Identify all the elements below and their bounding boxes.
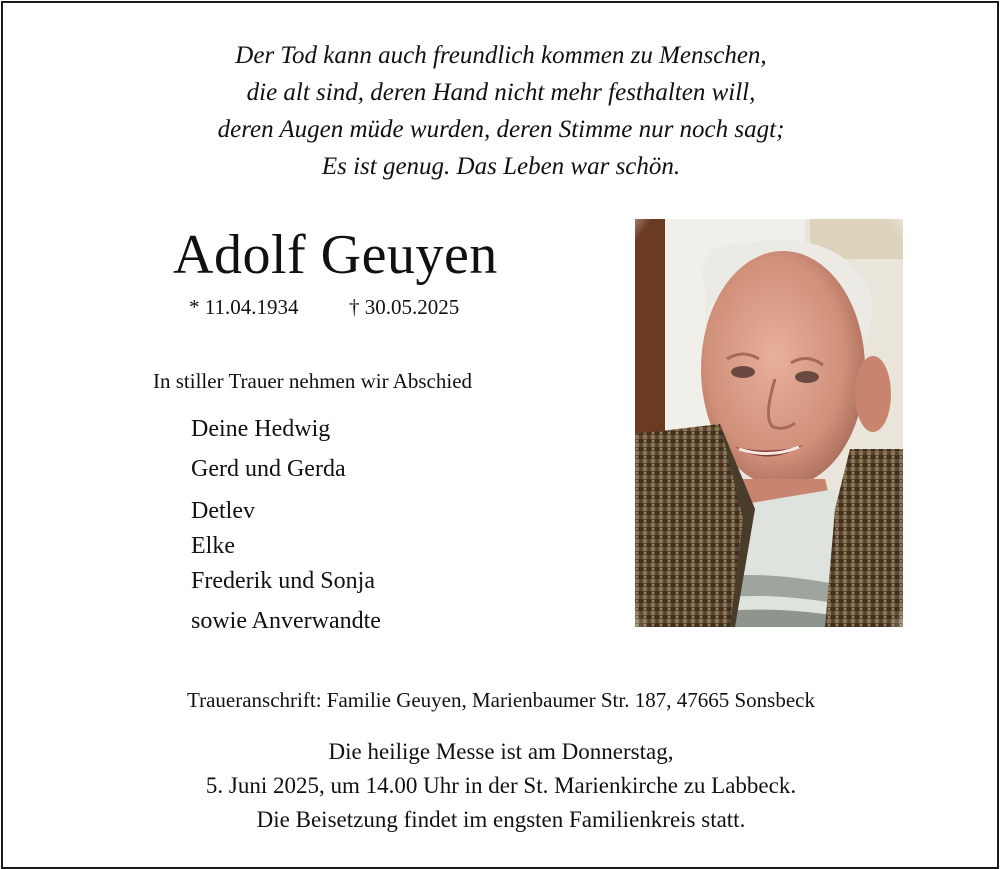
birth-date: * 11.04.1934 — [189, 295, 299, 319]
poem-line: Der Tod kann auch freundlich kommen zu Menschen, — [235, 42, 767, 69]
poem-line: deren Augen müde wurden, deren Stimme nur noch sagt; — [217, 116, 785, 143]
obituary-card — [1, 1, 999, 869]
poem — [3, 37, 999, 185]
mass-info — [3, 735, 999, 803]
deceased-name: Adolf Geuyen — [173, 224, 498, 286]
family-member: Detlev — [191, 498, 255, 524]
poem-line: Es ist genug. Das Leben war schön. — [321, 153, 681, 180]
family-member: sowie Anverwandte — [191, 608, 381, 634]
mourning-address: Traueranschrift: Familie Geuyen, Marienbaumer Str. 187, 47665 Sonsbeck — [187, 688, 815, 712]
mass-line: Die heilige Messe ist am Donnerstag, — [328, 739, 674, 764]
family-member: Elke — [191, 533, 235, 559]
family-member: Frederik und Sonja — [191, 568, 375, 594]
portrait-photo — [635, 219, 903, 627]
poem-line: die alt sind, deren Hand nicht mehr festhalten will, — [246, 79, 756, 106]
family-member: Gerd und Gerda — [191, 456, 346, 482]
burial-info: Die Beisetzung findet im engsten Familienkreis statt. — [256, 807, 746, 832]
mass-line: 5. Juni 2025, um 14.00 Uhr in der St. Marienkirche zu Labbeck. — [205, 773, 797, 798]
death-date: † 30.05.2025 — [349, 295, 460, 319]
family-member: Deine Hedwig — [191, 416, 331, 442]
mourning-intro: In stiller Trauer nehmen wir Abschied — [153, 369, 473, 393]
